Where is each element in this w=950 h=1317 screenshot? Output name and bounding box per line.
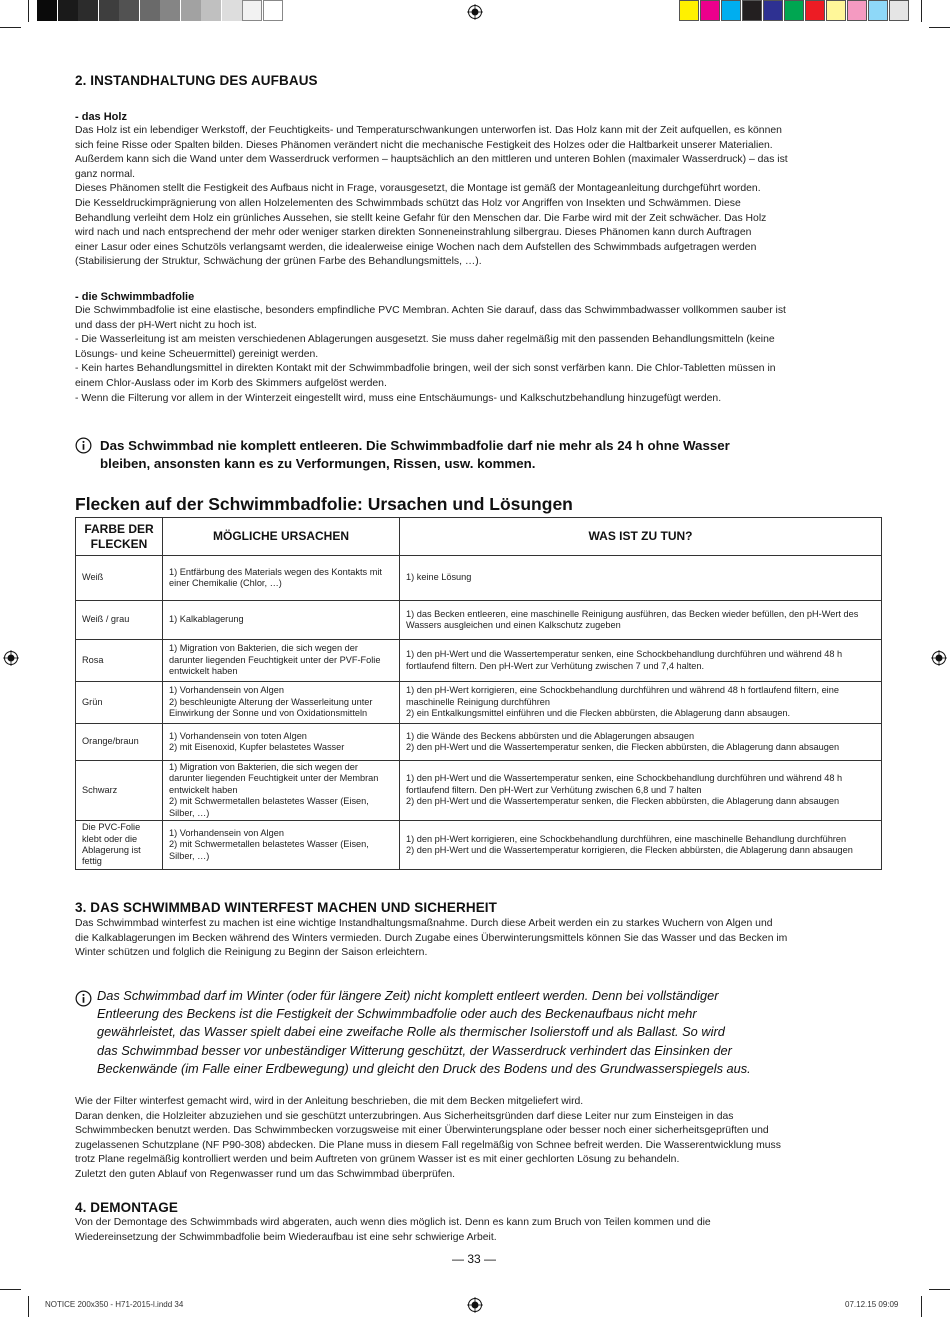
- action-cell: 1) den pH-Wert und die Wassertemperatur senken, eine Schockbehandlung durchführen und während 48 h fortlaufend filtern. Den pH-Wert zur Verhütung zwischen 6,8 und 7 halten 2) den pH-Wert und die Wassertemperatur senken, die Flecken abbürsten, die Ablagerung dann absaugen: [400, 761, 882, 821]
- text-line: zugelassenen Schutzplane (NF P90-308) abdecken. Die Plane muss in diesem Fall regelmäßig von Schnee befreit werden. Die Wasserentwicklung muss: [75, 1139, 781, 1151]
- footer-file-info: NOTICE 200x350 - H71-2015-l.indd 34: [45, 1300, 184, 1309]
- color-swatch: [721, 0, 741, 21]
- text-line: einem Chlor-Auslass oder im Korb des Skimmers aufgelöst werden.: [75, 377, 387, 389]
- text-line: Behandlung verleiht dem Holz ein grünliches Aussehen, sie stellt keine Gefahr für den Menschen dar. Die Farbe wird mit der Zeit schwächer. Das Holz: [75, 212, 767, 224]
- text-line: Das Schwimmbad nie komplett entleeren. Die Schwimmbadfolie darf nie mehr als 24 h ohne Wasser: [100, 438, 730, 453]
- color-swatch: [847, 0, 867, 21]
- column-header-stain-color: FARBE DER FLECKEN: [76, 518, 163, 556]
- warning-note-winter: [97, 987, 887, 1078]
- cause-cell: 1) Entfärbung des Materials wegen des Kontakts mit einer Chemikalie (Chlor, …): [163, 556, 400, 601]
- color-swatch: [868, 0, 888, 21]
- registration-mark-icon: [931, 650, 947, 666]
- text-line: Wiedereinsetzung der Schwimmbadfolie beim Wiederaufbau ist eine sehr schwierige Arbeit.: [75, 1231, 497, 1243]
- crop-mark: [921, 0, 922, 22]
- crop-mark: [929, 27, 950, 28]
- wood-paragraph: [75, 124, 885, 270]
- gray-swatch: [119, 0, 139, 21]
- column-header-causes: MÖGLICHE URSACHEN: [163, 518, 400, 556]
- text-line: wird nach und nach entsprechend der mehr oder weniger starken direkten Sonneneinstrahlung silbergrau. Dieses Phänomen kann durch Auftragen: [75, 227, 752, 239]
- text-line: Wie der Filter winterfest gemacht wird, wird in der Anleitung beschrieben, die mit dem Becken mitgeliefert wird.: [75, 1096, 584, 1107]
- stain-color-cell: Weiß / grau: [76, 601, 163, 640]
- cause-cell: 1) Migration von Bakterien, die sich wegen der darunter liegenden Feuchtigkeit unter der PVF-Folie entwickelt haben: [163, 640, 400, 682]
- action-cell: 1) keine Lösung: [400, 556, 882, 601]
- text-line: Außerdem kann sich die Wand unter dem Wasserdruck verformen – hauptsächlich an den mittleren und unteren Bohlen (maximaler Wasserdruck) – das ist: [75, 154, 788, 166]
- table-row: [76, 601, 882, 640]
- crop-mark: [921, 1296, 922, 1317]
- color-swatch: [826, 0, 846, 21]
- info-icon: [75, 990, 92, 1007]
- gray-swatch: [201, 0, 221, 21]
- crop-mark: [929, 1289, 950, 1290]
- color-swatch: [889, 0, 909, 21]
- gray-swatch: [78, 0, 98, 21]
- winterizing-paragraph: [75, 917, 885, 961]
- cause-cell: 1) Vorhandensein von Algen 2) beschleunigte Alterung der Wasserleitung unter Einwirkung der Sonne und von Oxidationsmitteln: [163, 682, 400, 724]
- liner-paragraph: [75, 304, 885, 406]
- text-line: Die Schwimmbadfolie ist eine elastische, besonders empfindliche PVC Membran. Achten Sie darauf, dass das Schwimmbadwasser vollkommen sauber ist: [75, 305, 786, 316]
- text-line: Lösungs- und keine Scheuermittel) gereinigt werden.: [75, 348, 319, 360]
- footer-timestamp: 07.12.15 09:09: [845, 1300, 899, 1309]
- table-row: [76, 556, 882, 601]
- subheading-wood: - das Holz: [75, 111, 127, 123]
- text-line: (Stabilisierung der Struktur, Schwächung der grünen Farbe des Behandlungsmittels, …).: [75, 256, 482, 268]
- table-row: [76, 640, 882, 682]
- gray-swatch: [99, 0, 119, 21]
- table-row: [76, 761, 882, 821]
- text-line: Das Holz ist ein lebendiger Werkstoff, der Feuchtigkeits- und Temperaturschwankungen unterworfen ist. Das Holz kann mit der Zeit aufquellen, es können: [75, 125, 782, 136]
- stain-table-title: Flecken auf der Schwimmbadfolie: Ursachen und Lösungen: [75, 494, 573, 514]
- text-line: Beckenwände (im Falle einer Erdbewegung) und gleicht den Druck des Bodens und des Grundwasserspiegels aus.: [97, 1060, 751, 1076]
- color-swatch: [742, 0, 762, 21]
- text-line: - Kein hartes Behandlungsmittel in direkten Kontakt mit der Schwimmbadfolie bringen, weil der sich sonst verfärben kann. Die Chlor-Tabletten müssen in: [75, 363, 776, 375]
- gray-swatch: [58, 0, 78, 21]
- registration-mark-icon: [467, 1297, 483, 1313]
- gray-swatch: [37, 0, 57, 21]
- gray-swatch: [222, 0, 242, 21]
- table-row: [76, 724, 882, 761]
- page-number: — 33 —: [452, 1252, 497, 1266]
- color-swatch: [805, 0, 825, 21]
- registration-mark-icon: [467, 4, 483, 20]
- stain-color-cell: Orange/braun: [76, 724, 163, 761]
- dismantling-paragraph: [75, 1216, 885, 1245]
- text-line: die Kalkablagerungen im Becken während des Winters vermieden. Durch Zugabe eines Überwinterungsmittels können Sie das Wasser und das Becken im: [75, 932, 788, 944]
- section-heading-dismantling: 4. DEMONTAGE: [75, 1200, 178, 1215]
- crop-mark: [28, 1296, 29, 1317]
- cause-cell: 1) Kalkablagerung: [163, 601, 400, 640]
- text-line: Das Schwimmbad darf im Winter (oder für längere Zeit) nicht komplett entleert werden. Denn bei vollständiger: [97, 988, 719, 1003]
- stain-color-cell: Rosa: [76, 640, 163, 682]
- text-line: Die Kesseldruckimprägnierung von allen Holzelementen des Schwimmbads schützt das Holz vor Angriffen von Insekten und Schwämmen. Diese: [75, 197, 741, 209]
- crop-mark: [0, 27, 21, 28]
- table-header-row: [76, 518, 882, 556]
- stain-color-cell: Schwarz: [76, 761, 163, 821]
- text-line: Schwimmbecken benutzt werden. Das Schwimmbecken vorzugsweise mit einer Überwinterungsplane oder besser noch einer sicherheitsgeprüften und: [75, 1125, 769, 1137]
- registration-mark-icon: [3, 650, 19, 666]
- column-header-actions: WAS IST ZU TUN?: [400, 518, 882, 556]
- winter-safety-paragraph: [75, 1095, 885, 1183]
- table-row: [76, 682, 882, 724]
- text-line: ganz normal.: [75, 168, 136, 180]
- text-line: gewährleistet, das Wasser spielt dabei eine zweifache Rolle als thermischer Isolierstoff und als Ballast. So wird: [97, 1024, 725, 1040]
- section-heading-winterizing: 3. DAS SCHWIMMBAD WINTERFEST MACHEN UND SICHERHEIT: [75, 900, 497, 915]
- stain-table: [75, 517, 882, 870]
- text-line: Winter schützen und folglich die Reinigung zu Beginn der Saison erleichtern.: [75, 947, 428, 959]
- text-line: das Schwimmbad besser vor unbeständiger Witterung geschützt, der Wasserdruck verhindert das Einsinken der: [97, 1042, 732, 1058]
- color-swatch: [700, 0, 720, 21]
- text-line: einer Lasur oder eines Schutzöls verlangsamt werden, die idealerweise einige Wochen nach dem Aufstellen des Schwimmbads aufgetragen werden: [75, 241, 757, 253]
- text-line: und dass der pH-Wert nicht zu hoch ist.: [75, 319, 257, 331]
- text-line: Von der Demontage des Schwimmbads wird abgeraten, auch wenn dies möglich ist. Denn es kann zum Bruch von Teilen kommen und die: [75, 1217, 711, 1228]
- text-line: sich feine Risse oder Spalten bilden. Dieses Phänomen verändert nicht die mechanische Festigkeit des Holzes oder die Haltbarkeit unserer Materialien.: [75, 139, 773, 151]
- text-line: Dieses Phänomen stellt die Festigkeit des Aufbaus nicht in Frage, vorausgesetzt, die Montage ist gemäß der Montageanleitung durchgeführt worden.: [75, 183, 761, 195]
- crop-mark: [0, 1289, 21, 1290]
- action-cell: 1) den pH-Wert korrigieren, eine Schockbehandlung durchführen und während 48 h fortlaufend filtern, eine maschinelle Reinigung durchführen 2) ein Entkalkungsmittel einführen und die Flecken abbürsten, die Ablagerung dann absaugen.: [400, 682, 882, 724]
- action-cell: 1) den pH-Wert und die Wassertemperatur senken, eine Schockbehandlung durchführen und während 48 h fortlaufend filtern. Den pH-Wert zur Verhütung zwischen 7 und 7,4 halten.: [400, 640, 882, 682]
- stain-color-cell: Die PVC-Folie klebt oder die Ablagerung ist fettig: [76, 821, 163, 870]
- cause-cell: 1) Migration von Bakterien, die sich wegen der darunter liegenden Feuchtigkeit unter der Membran entwickelt haben 2) mit Schwermetallen belastetes Wasser (Eisen, Silber, …): [163, 761, 400, 821]
- subheading-liner: - die Schwimmbadfolie: [75, 291, 195, 303]
- text-line: Daran denken, die Holzleiter abzuziehen und sie geschützt unterzubringen. Aus Sicherheitsgründen darf diese Leiter nur zum Einsteigen in das: [75, 1110, 734, 1122]
- gray-swatch: [263, 0, 283, 21]
- text-line: Das Schwimmbad winterfest zu machen ist eine wichtige Instandhaltungsmaßnahme. Durch diese Arbeit werden ein zu starkes Wuchern von Algen und: [75, 918, 773, 929]
- text-line: Zuletzt den guten Ablauf von Regenwasser rund um das Schwimmbad überprüfen.: [75, 1168, 456, 1180]
- text-line: bleiben, ansonsten kann es zu Verformungen, Rissen, usw. kommen.: [100, 455, 536, 471]
- text-line: trotz Plane regelmäßig kontrolliert werden und beim Auftreten von grünem Wasser ist es mit einer gechlorten Lösung zu behandeln.: [75, 1154, 680, 1166]
- text-line: Entleerung des Beckens ist die Festigkeit der Schwimmbadfolie oder auch des Beckenaufbaus nicht mehr: [97, 1006, 697, 1022]
- text-line: - Wenn die Filterung vor allem in der Winterzeit eingestellt wird, muss eine Entschäumungs- und Kalkschutzbehandlung hinzugefügt werden.: [75, 392, 722, 404]
- color-swatch: [679, 0, 699, 21]
- gray-swatch: [140, 0, 160, 21]
- color-swatch: [784, 0, 804, 21]
- gray-swatch: [242, 0, 262, 21]
- gray-swatch: [160, 0, 180, 21]
- text-line: - Die Wasserleitung ist am meisten verschiedenen Ablagerungen ausgesetzt. Sie muss daher regelmäßig mit den passenden Behandlungsmitteln (keine: [75, 334, 775, 346]
- action-cell: 1) die Wände des Beckens abbürsten und die Ablagerungen absaugen 2) den pH-Wert und die Wassertemperatur senken, die Flecken abbürsten, die Ablagerung dann absaugen: [400, 724, 882, 761]
- color-swatch: [763, 0, 783, 21]
- section-heading-maintenance: 2. INSTANDHALTUNG DES AUFBAUS: [75, 73, 318, 88]
- action-cell: 1) den pH-Wert korrigieren, eine Schockbehandlung durchführen, eine maschinelle Behandlung durchführen 2) den pH-Wert und die Wassertemperatur korrigieren, die Flecken abbürsten, die Ablagerung dann absaugen: [400, 821, 882, 870]
- warning-note-empty-pool: [100, 437, 880, 472]
- gray-swatch: [181, 0, 201, 21]
- action-cell: 1) das Becken entleeren, eine maschinelle Reinigung ausführen, das Becken wieder befüllen, den pH-Wert des Wassers ausgleichen und einen Kalkschutz zugeben: [400, 601, 882, 640]
- info-icon: [75, 437, 92, 454]
- stain-color-cell: Grün: [76, 682, 163, 724]
- table-row: [76, 821, 882, 870]
- cause-cell: 1) Vorhandensein von Algen 2) mit Schwermetallen belastetes Wasser (Eisen, Silber, …): [163, 821, 400, 870]
- crop-mark: [28, 0, 29, 22]
- stain-color-cell: Weiß: [76, 556, 163, 601]
- cause-cell: 1) Vorhandensein von toten Algen 2) mit Eisenoxid, Kupfer belastetes Wasser: [163, 724, 400, 761]
